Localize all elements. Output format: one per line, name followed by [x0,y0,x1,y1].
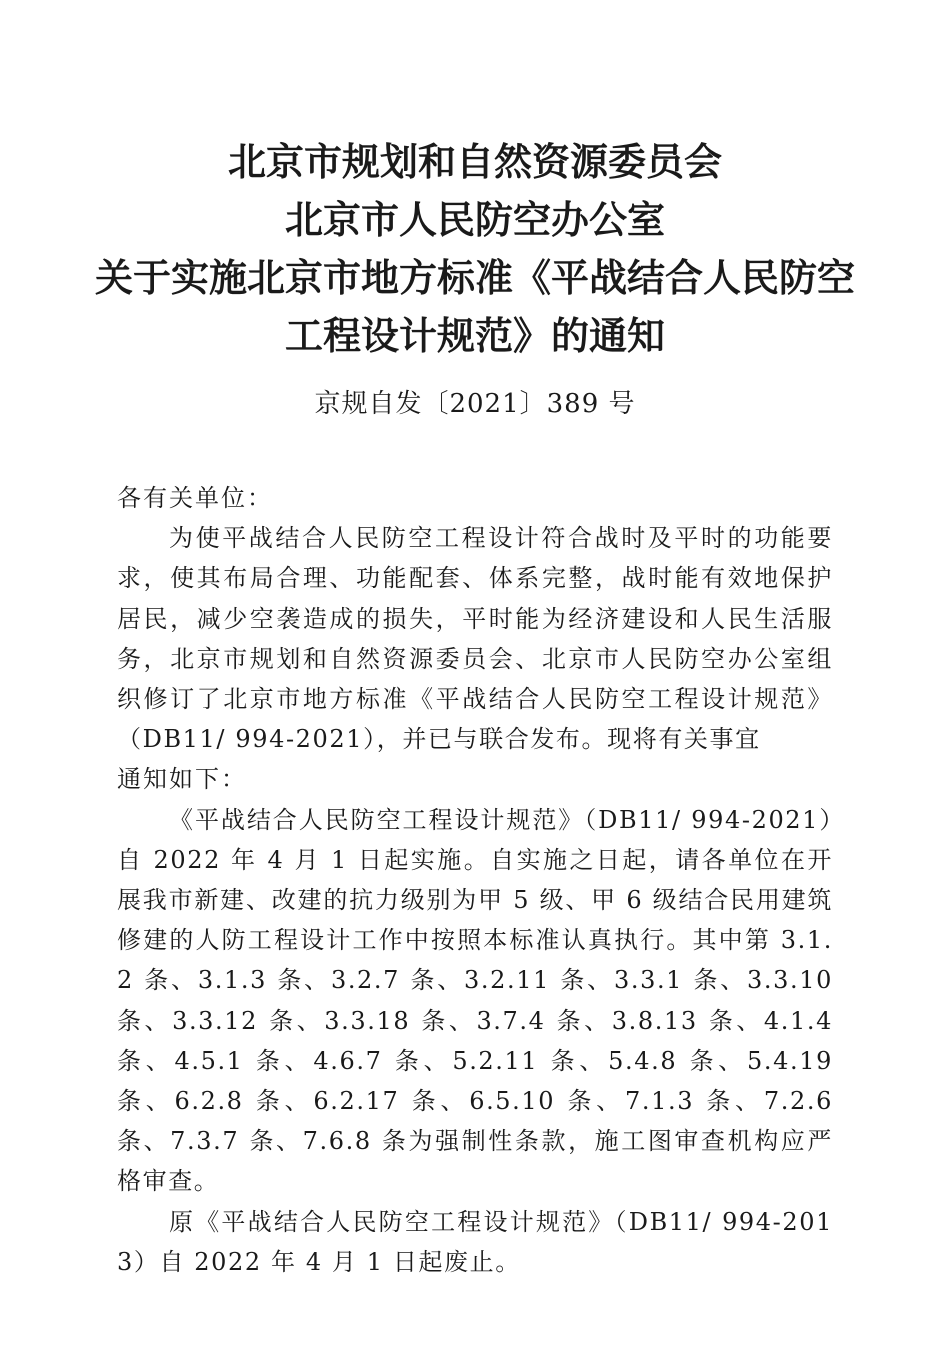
document-title [80,133,870,365]
paragraph-purpose: 为使平战结合人民防空工程设计符合战时及平时的功能要求，使其布局合理、功能配套、体系完整，战时能有效地保护居民，减少空袭造成的损失，平时能为经济建设和人民生活服务，北京市规划和自然资源委员会、北京市人民防空办公室组织修订了北京市地方标准《平战结合人民防空工程设计规范》（DB11/ 994-2021），并已与联合发布。现将有关事宜 [117,524,833,754]
title-line-4: 工程设计规范》的通知 [284,313,665,358]
paragraph-implementation: 《平战结合人民防空工程设计规范》（DB11/ 994-2021）自 2022 年 4 月 1 日起实施。自实施之日起，请各单位在开展我市新建、改建的抗力级别为甲 5 级、甲 6 级结合民用建筑修建的人防工程设计工作中按照本标准认真执行。其中第 3.1.2 条、3.1.3 条、3.2.7 条、3.2.11 条、3.3.1 条、3.3.10 条、3.3.12 条、3.3.18 条、3.7.4 条、3.8.13 条、4.1.4 条、4.5.1 条、4.6.7 条、5.2.11 条、5.4.8 条、5.4.19 条、6.2.8 条、6.2.17 条、6.5.10 条、7.1.3 条、7.2.6 条、7.3.7 条、7.6.8 条为强制性条款，施工图审查机构应严格审查。 [117,805,833,1196]
title-line-2: 北京市人民防空办公室 [284,197,665,242]
salutation: 各有关单位： [117,484,273,512]
paragraph-purpose-tail: 通知如下： [117,765,247,794]
title-line-3: 关于实施北京市地方标准《平战结合人民防空 [94,255,855,300]
title-line-1: 北京市规划和自然资源委员会 [227,139,722,184]
document-body [117,478,833,1282]
document-number: 京规自发〔2021〕389 号 [314,389,636,419]
paragraph-repeal: 原《平战结合人民防空工程设计规范》（DB11/ 994-2013）自 2022 年 4 月 1 日起废止。 [117,1207,833,1276]
